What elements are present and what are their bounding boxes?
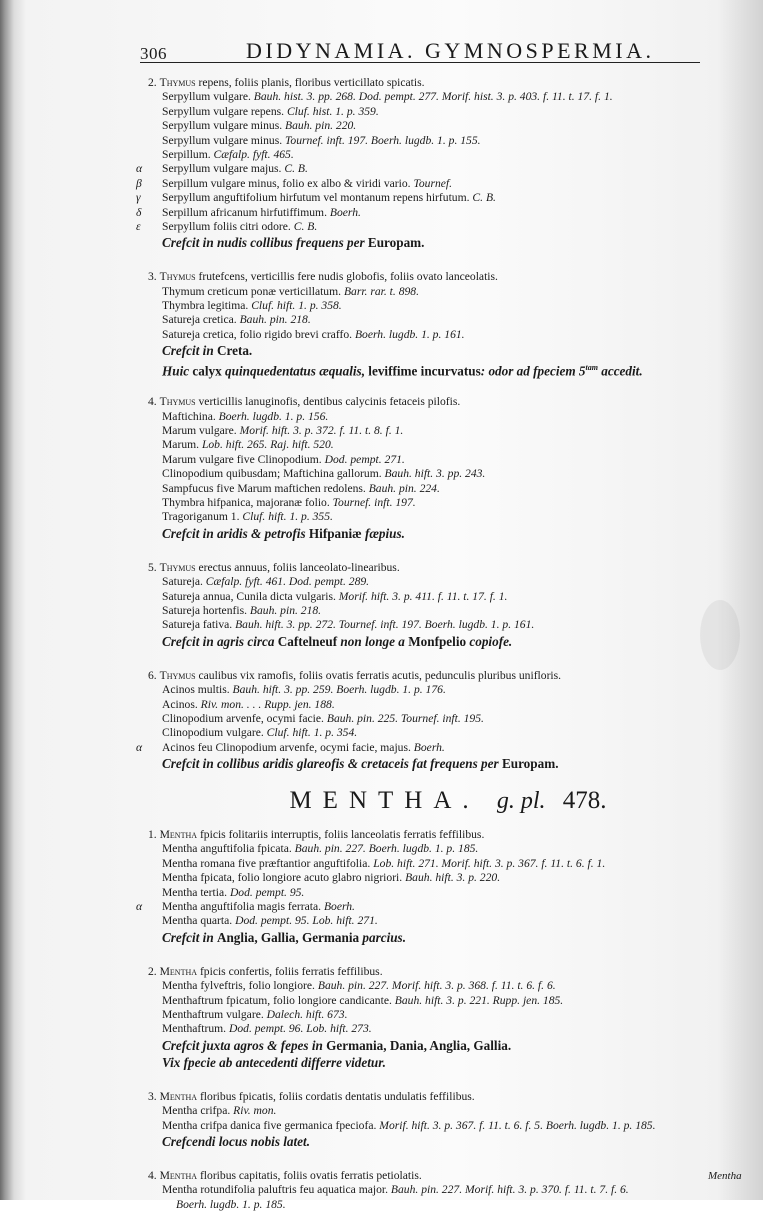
synonym-line: Serpyllum vulgare minus. Bauh. pin. 220. (162, 119, 357, 133)
synonym-line: Serpyllum vulgare. Bauh. hist. 3. pp. 268. Dod. pempt. 277. Morif. hist. 3. p. 403. f. 11. t. 17. f. 1. (162, 90, 613, 104)
species-diagnosis: 2. Thymus repens, foliis planis, floribus verticillato spicatis. (148, 76, 425, 89)
variety-line: α Mentha anguftifolia magis ferrata. Boerh. (136, 900, 355, 914)
synonym-line: Mentha crifpa. Riv. mon. (162, 1104, 277, 1118)
text-body (136, 76, 748, 1212)
synonym-line: Clinopodium arvenfe, ocymi facie. Bauh. pin. 225. Tournef. inft. 195. (162, 711, 484, 725)
species-diagnosis: 4. Thymus verticillis lanuginofis, dentibus calycinis fetaceis pilofis. (148, 395, 461, 409)
synonym-line: Marum vulgare five Clinopodium. Dod. pempt. 271. (162, 452, 405, 466)
variety-line: β Serpillum vulgare minus, folio ex albo & viridi vario. Tournef. (136, 176, 453, 190)
synonym-line: Tragoriganum 1. Cluf. hift. 1. p. 355. (162, 510, 333, 524)
synonym-line: Marum. Lob. hift. 265. Raj. hift. 520. (162, 438, 334, 452)
synonym-line: Mentha fpicata, folio longiore acuto glabro nigriori. Bauh. hift. 3. p. 220. (162, 871, 501, 885)
running-header (140, 32, 700, 63)
synonym-line: Mentha crifpa danica five germanica fpeciofa. Morif. hift. 3. p. 367. f. 11. t. 6. f. 5. Boerh. lugdb. 1. p. 185. (162, 1118, 656, 1132)
habitat-line: Crefcit in nudis collibus frequens per Europam. (162, 235, 425, 251)
habitat-line: Crefcit in Creta. (162, 343, 253, 359)
habitat-line: Crefcit in agris circa Caftelneuf non longe a Monfpelio copiofe. (162, 633, 513, 649)
habitat-line: Crefcendi locus nobis latet. (162, 1133, 310, 1149)
synonym-line: Menthaftrum. Dod. pempt. 96. Lob. hift. 273. (162, 1022, 372, 1036)
synonym-line: Thymbra hifpanica, majoranæ folio. Tournef. inft. 197. (162, 495, 416, 509)
synonym-line: Mentha romana five præftantior anguftifolia. Lob. hift. 271. Morif. hift. 3. p. 367. f. 11. t. 6. f. 1. (162, 856, 606, 870)
synonym-line: Satureja annua, Cunila dicta vulgaris. Morif. hift. 3. p. 411. f. 11. t. 17. f. 1. (162, 589, 508, 603)
synonym-line: Clinopodium quibusdam; Maftichina gallorum. Bauh. hift. 3. pp. 243. (162, 467, 486, 481)
synonym-line: Serpyllum vulgare minus. Tournef. inft. 197. Boerh. lugdb. 1. p. 155. (162, 133, 481, 147)
running-title: DIDYNAMIA. GYMNOSPERMIA. (246, 38, 655, 63)
variety-line: ε Serpyllum foliis citri odore. C. B. (136, 219, 318, 233)
synonym-line: Satureja hortenfis. Bauh. pin. 218. (162, 603, 322, 617)
habitat-line: Crefcit juxta agros & fepes in Germania, Dania, Anglia, Gallia. (162, 1037, 512, 1053)
variety-line: α Serpyllum vulgare majus. C. B. (136, 162, 308, 176)
synonym-line: Satureja cretica. Bauh. pin. 218. (162, 313, 311, 327)
synonym-line: Satureja fativa. Bauh. hift. 3. pp. 272. Tournef. inft. 197. Boerh. lugdb. 1. p. 161. (162, 618, 535, 632)
catchword: Mentha (708, 1170, 742, 1182)
synonym-line: Serpyllum vulgare repens. Cluf. hist. 1. p. 359. (162, 104, 379, 118)
synonym-line: Satureja cretica, folio rigido brevi craffo. Boerh. lugdb. 1. p. 161. (162, 327, 465, 341)
synonym-line: Thymum creticum ponæ verticillatum. Barr. rar. t. 898. (162, 284, 419, 298)
habitat-line: Crefcit in collibus aridis glareofis & cretaceis fat frequens per Europam. (162, 756, 559, 772)
continuation-line: Boerh. lugdb. 1. p. 185. (176, 1197, 286, 1211)
species-diagnosis: 5. Thymus erectus annuus, foliis lanceolato-linearibus. (148, 560, 400, 574)
synonym-line: Mentha rotundifolia paluftris feu aquatica major. Bauh. pin. 227. Morif. hift. 3. p. 370. f. 11. t. 7. f. 6. (162, 1183, 629, 1197)
habitat-line: Crefcit in aridis & petrofis Hifpaniæ fæpius. (162, 525, 405, 541)
synonym-line: Menthaftrum fpicatum, folio longiore candicante. Bauh. hift. 3. p. 221. Rupp. jen. 185. (162, 993, 564, 1007)
synonym-line: Acinos. Riv. mon. . . . Rupp. jen. 188. (162, 697, 335, 711)
species-diagnosis: 6. Thymus caulibus vix ramofis, foliis ovatis ferratis acutis, pedunculis pluribus unifloris. (148, 668, 562, 682)
synonym-line: Serpillum. Cæfalp. fyft. 465. (162, 147, 294, 161)
synonym-line: Marum vulgare. Morif. hift. 3. p. 372. f. 11. t. 8. f. 1. (162, 424, 404, 438)
synonym-line: Acinos multis. Bauh. hift. 3. pp. 259. Boerh. lugdb. 1. p. 176. (162, 683, 446, 697)
synonym-line: Menthaftrum vulgare. Dalech. hift. 673. (162, 1007, 348, 1021)
synonym-line: Clinopodium vulgare. Cluf. hift. 1. p. 354. (162, 726, 358, 740)
species-diagnosis: 4. Mentha floribus capitatis, foliis ovatis ferratis petiolatis. (148, 1168, 422, 1182)
synonym-line: Sampfucus five Marum maftichen redolens. Bauh. pin. 224. (162, 481, 440, 495)
variety-line: γ Serpyllum anguftifolium hirfutum vel montanum repens hirfutum. C. B. (136, 191, 496, 205)
variety-line: α Acinos feu Clinopodium arvenfe, ocymi facie, majus. Boerh. (136, 740, 445, 754)
synonym-line: Satureja. Cæfalp. fyft. 461. Dod. pempt. 289. (162, 575, 370, 589)
page-number: 306 (140, 44, 167, 63)
synonym-line: Mentha quarta. Dod. pempt. 95. Lob. hift. 271. (162, 914, 378, 928)
synonym-line: Mentha fylveftris, folio longiore. Bauh. pin. 227. Morif. hift. 3. p. 368. f. 11. t. 6. f. 6. (162, 979, 556, 993)
synonym-line: Mentha anguftifolia fpicata. Bauh. pin. 227. Boerh. lugdb. 1. p. 185. (162, 842, 479, 856)
synonym-line: Mentha tertia. Dod. pempt. 95. (162, 885, 305, 899)
habitat-line: Crefcit in Anglia, Gallia, Germania parcius. (162, 929, 406, 945)
species-diagnosis: 2. Mentha fpicis confertis, foliis ferratis feffilibus. (148, 964, 383, 978)
variety-line: δ Serpillum africanum hirfutiffimum. Boerh. (136, 205, 361, 219)
synonym-line: Maftichina. Boerh. lugdb. 1. p. 156. (162, 409, 329, 423)
species-diagnosis: 3. Thymus frutefcens, verticillis fere nudis globofis, foliis ovato lanceolatis. (148, 270, 498, 284)
note-line: Huic calyx quinquedentatus æqualis, leviffime incurvatus: odor ad fpeciem $5^{tam}$ accedit. (162, 363, 643, 379)
species-diagnosis: 3. Mentha floribus fpicatis, foliis cordatis dentatis undulatis feffilibus. (148, 1089, 475, 1103)
species-diagnosis: 1. Mentha fpicis folitariis interruptis, foliis lanceolatis ferratis feffilibus. (148, 828, 485, 842)
note-line: Vix fpecie ab antecedenti differre videtur. (162, 1054, 386, 1070)
genus-heading: MENTHA. g. pl. 478. (289, 787, 607, 815)
synonym-line: Thymbra legitima. Cluf. hift. 1. p. 358. (162, 299, 342, 313)
